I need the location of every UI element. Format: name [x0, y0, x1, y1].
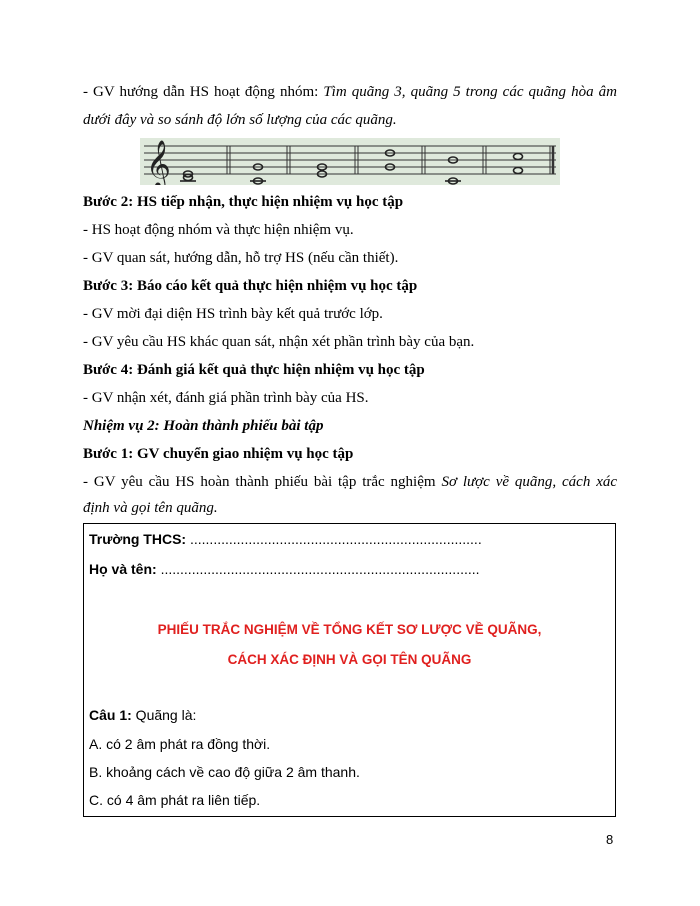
- step3-item-2: - GV yêu cầu HS khác quan sát, nhận xét phần trình bày của bạn.: [83, 334, 475, 350]
- step2-item-2: - GV quan sát, hướng dẫn, hỗ trợ HS (nếu cần thiết).: [83, 250, 399, 266]
- school-field: Trường THCS: ...........................................................................: [89, 531, 482, 547]
- step2-item-1: - HS hoạt động nhóm và thực hiện nhiệm vụ.: [83, 222, 354, 238]
- step3-item-1: - GV mời đại diện HS trình bày kết quả trước lớp.: [83, 306, 383, 322]
- task2-title: Nhiệm vụ 2: Hoàn thành phiếu bài tập: [83, 418, 324, 434]
- option-a: A. có 2 âm phát ra đồng thời.: [89, 736, 271, 752]
- step3-heading: Bước 3: Báo cáo kết quả thực hiện nhiệm vụ học tập: [83, 278, 418, 294]
- task2-line-1: - GV yêu cầu HS hoàn thành phiếu bài tập trắc nghiệm Sơ lược về quãng, cách xác: [83, 474, 618, 490]
- worksheet-box: [83, 523, 616, 817]
- staff-svg: [140, 138, 560, 185]
- option-b: B. khoảng cách về cao độ giữa 2 âm thanh.: [89, 764, 360, 780]
- intro-line-2: dưới đây và so sánh độ lớn số lượng của các quãng.: [83, 112, 397, 128]
- intro-line-1: - GV hướng dẫn HS hoạt động nhóm: Tìm quãng 3, quãng 5 trong các quãng hòa âm: [83, 84, 617, 100]
- name-field: Họ và tên: ..................................................................................: [89, 561, 480, 577]
- step4-heading: Bước 4: Đánh giá kết quả thực hiện nhiệm vụ học tập: [83, 362, 425, 378]
- music-staff-figure: [140, 138, 560, 185]
- treble-clef-icon: 𝄞: [146, 139, 171, 185]
- step2-heading: Bước 2: HS tiếp nhận, thực hiện nhiệm vụ học tập: [83, 194, 404, 210]
- task2-step1-heading: Bước 1: GV chuyển giao nhiệm vụ học tập: [83, 446, 354, 462]
- worksheet-title-line-2: CÁCH XÁC ĐỊNH VÀ GỌI TÊN QUÃNG: [227, 652, 472, 667]
- step4-item-1: - GV nhận xét, đánh giá phần trình bày của HS.: [83, 390, 369, 406]
- question-1: Câu 1: Quãng là:: [89, 707, 197, 723]
- worksheet-title-line-1: PHIẾU TRẮC NGHIỆM VỀ TỔNG KẾT SƠ LƯỢC VỀ QUÃNG,: [157, 622, 542, 637]
- task2-line-2: định và gọi tên quãng.: [83, 500, 218, 516]
- option-c: C. có 4 âm phát ra liên tiếp.: [89, 792, 261, 808]
- page-number: 8: [606, 832, 614, 847]
